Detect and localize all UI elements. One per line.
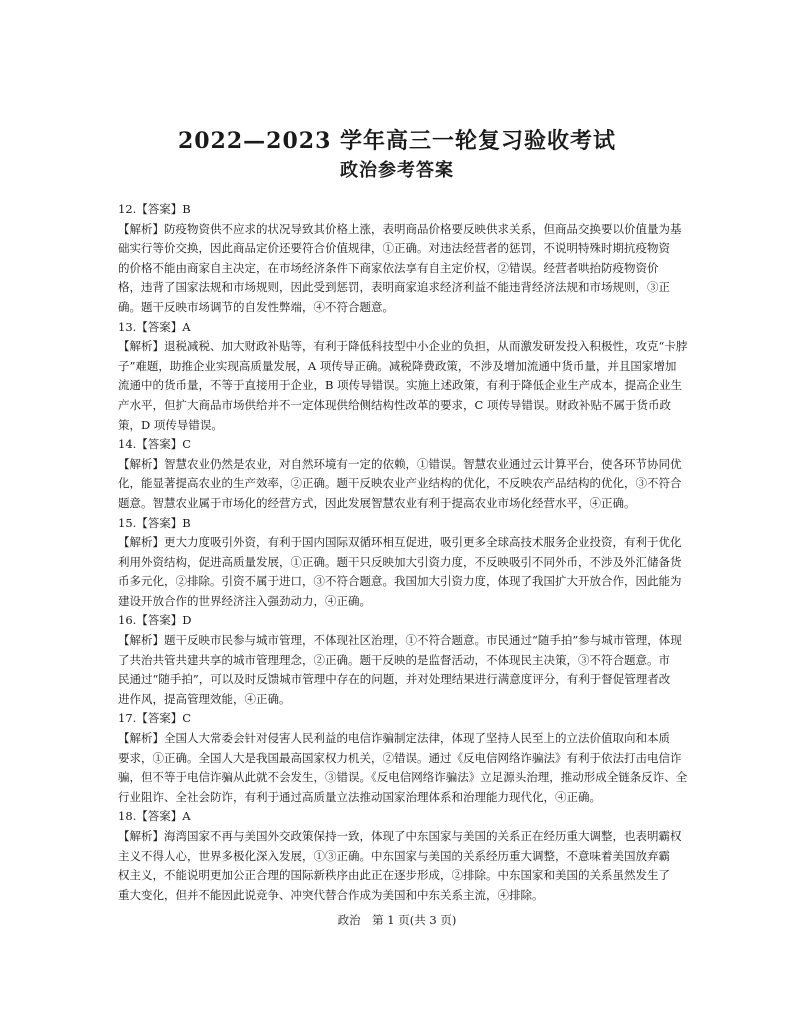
page-footer: 政治 第 1 页(共 3 页)	[337, 913, 457, 927]
question-block	[118, 200, 682, 318]
analysis-line: 骗，但不等于电信诈骗从此就不会发生，③错误。《反电信网络诈骗法》立足源头治理，推动形成全链条反诈、全	[118, 770, 688, 785]
analysis-line: 权主义，不能说明更加公正合理的国际新秩序由此正在逐步形成，②排除。中东国家和美国的关系虽然发生了	[118, 868, 670, 883]
analysis-line: 要求，①正确。全国人大是我国最高国家权力机关，②错误。通过《反电信网络诈骗法》有利于依法打击电信诈	[118, 750, 682, 765]
analysis-line: 确。题干反映市场调节的自发性弊端，④不符合题意。	[118, 299, 394, 314]
analysis-line: 题意。智慧农业属于市场化的经营方式，因此发展智慧农业有利于提高农业市场化经营水平，④正确。	[118, 495, 636, 510]
page-title: 2022—2023 学年高三一轮复习验收考试	[177, 128, 617, 154]
analysis-line: 币多元化，②排除。引资不属于进口，③不符合题意。我国加大引资力度，体现了我国扩大开放合作，因此能为	[118, 574, 682, 589]
question-block	[118, 709, 688, 807]
analysis-line: 行业阻诈、全社会防诈，有利于通过高质量立法推动国家治理体系和治理能力现代化，④正确。	[118, 789, 601, 804]
analysis-line: 【解析】更大力度吸引外资，有利于国内国际双循环相互促进，吸引更多全球高技术服务企业投资，有利于优化	[118, 535, 682, 550]
analysis-line: 进作风，提高管理效能，④正确。	[118, 691, 291, 706]
analysis-line: 【解析】退税减税、加大财政补贴等，有利于降低科技型中小企业的负担，从而激发研发投入积极性，攻克“卡脖	[118, 339, 688, 354]
analysis-text	[118, 455, 682, 514]
analysis-line: 策，D 项传导错误。	[118, 417, 223, 432]
question-list	[118, 200, 688, 905]
analysis-line: 【解析】题干反映市民参与城市管理，不体现社区治理，①不符合题意。市民通过“随手拍”参与城市管理，体现	[118, 633, 682, 648]
analysis-line: 础实行等价交换，因此商品定价还要符合价值规律，①正确。对违法经营者的惩罚，不说明特殊时期抗疫物资	[118, 241, 670, 256]
analysis-line: 子”难题，助推企业实现高质量发展，A 项传导正确。减税降费政策，不涉及增加流通中货币量，并且国家增加	[118, 358, 677, 373]
analysis-line: 【解析】海湾国家不再与美国外交政策保持一致，体现了中东国家与美国的关系正在经历重大调整，也表明霸权	[118, 829, 682, 843]
analysis-line: 民通过“随手拍”，可以及时反馈城市管理中存在的问题，并对处理结果进行满意度评分，有利于督促管理者改	[118, 672, 671, 687]
analysis-text	[118, 631, 682, 709]
question-block	[118, 514, 682, 612]
analysis-text	[118, 337, 688, 435]
analysis-line: 化，能显著提高农业的生产效率，②正确。题干反映农业产业结构的优化，不反映农产品结构的优化，③不符合	[118, 476, 682, 491]
analysis-line: 流通中的货币量，不等于直接用于企业，B 项传导错误。实施上述政策，有利于降低企业生产成本，提高企业生	[118, 378, 683, 393]
analysis-line: 【解析】防疫物资供不应求的状况导致其价格上涨，表明商品价格要反映供求关系，但商品交换要以价值量为基	[118, 221, 682, 236]
analysis-line: 的价格不能由商家自主决定，在市场经济条件下商家依法享有自主定价权，②错误。经营者哄抬防疫物资价	[118, 260, 659, 275]
analysis-line: 利用外资结构，促进高质量发展，①正确。题干只反映加大引资力度，不反映吸引不同外币，不涉及外汇储备货	[118, 554, 682, 569]
analysis-text	[118, 533, 682, 611]
analysis-line: 产水平，但扩大商品市场供给并不一定体现供给侧结构性改革的要求，C 项传导错误。财政补贴不属于货币政	[118, 397, 671, 412]
question-block	[118, 611, 682, 709]
analysis-text	[118, 827, 682, 905]
page-subtitle: 政治参考答案	[340, 160, 454, 181]
analysis-text	[118, 220, 682, 318]
answer-label: 13.【答案】A	[118, 319, 191, 334]
answer-label: 14.【答案】C	[118, 437, 192, 452]
analysis-line: 【解析】智慧农业仍然是农业，对自然环境有一定的依赖，①错误。智慧农业通过云计算平台，使各环节协同优	[118, 456, 682, 471]
analysis-line: 重大变化，但并不能因此说竞争、冲突代替合作成为美国和中东关系主流，④排除。	[118, 887, 544, 902]
question-block	[118, 807, 682, 905]
analysis-line: 【解析】全国人大常委会针对侵害人民利益的电信诈骗制定法律，体现了坚持人民至上的立法价值取向和本质	[118, 731, 670, 746]
answer-label: 12.【答案】B	[118, 202, 191, 216]
answer-label: 16.【答案】D	[118, 613, 192, 628]
analysis-line: 了共治共管共建共享的城市管理理念，②正确。题干反映的是监督活动，不体现民主决策，③不符合题意。市	[118, 652, 670, 667]
answer-label: 15.【答案】B	[118, 515, 191, 530]
analysis-line: 主义不得人心，世界多极化深入发展，①③正确。中东国家与美国的关系经历重大调整，不意味着美国放弃霸	[118, 848, 670, 863]
answer-label: 17.【答案】C	[118, 711, 192, 726]
analysis-line: 建设开放合作的世界经济注入强劲动力，④正确。	[118, 593, 371, 608]
question-block	[118, 318, 688, 436]
answer-label: 18.【答案】A	[118, 809, 191, 824]
analysis-text	[118, 729, 688, 807]
analysis-line: 格，违背了国家法规和市场规则，因此受到惩罚，表明商家追求经济利益不能违背经济法规和市场规则，③正	[118, 280, 670, 295]
question-block	[118, 435, 682, 513]
